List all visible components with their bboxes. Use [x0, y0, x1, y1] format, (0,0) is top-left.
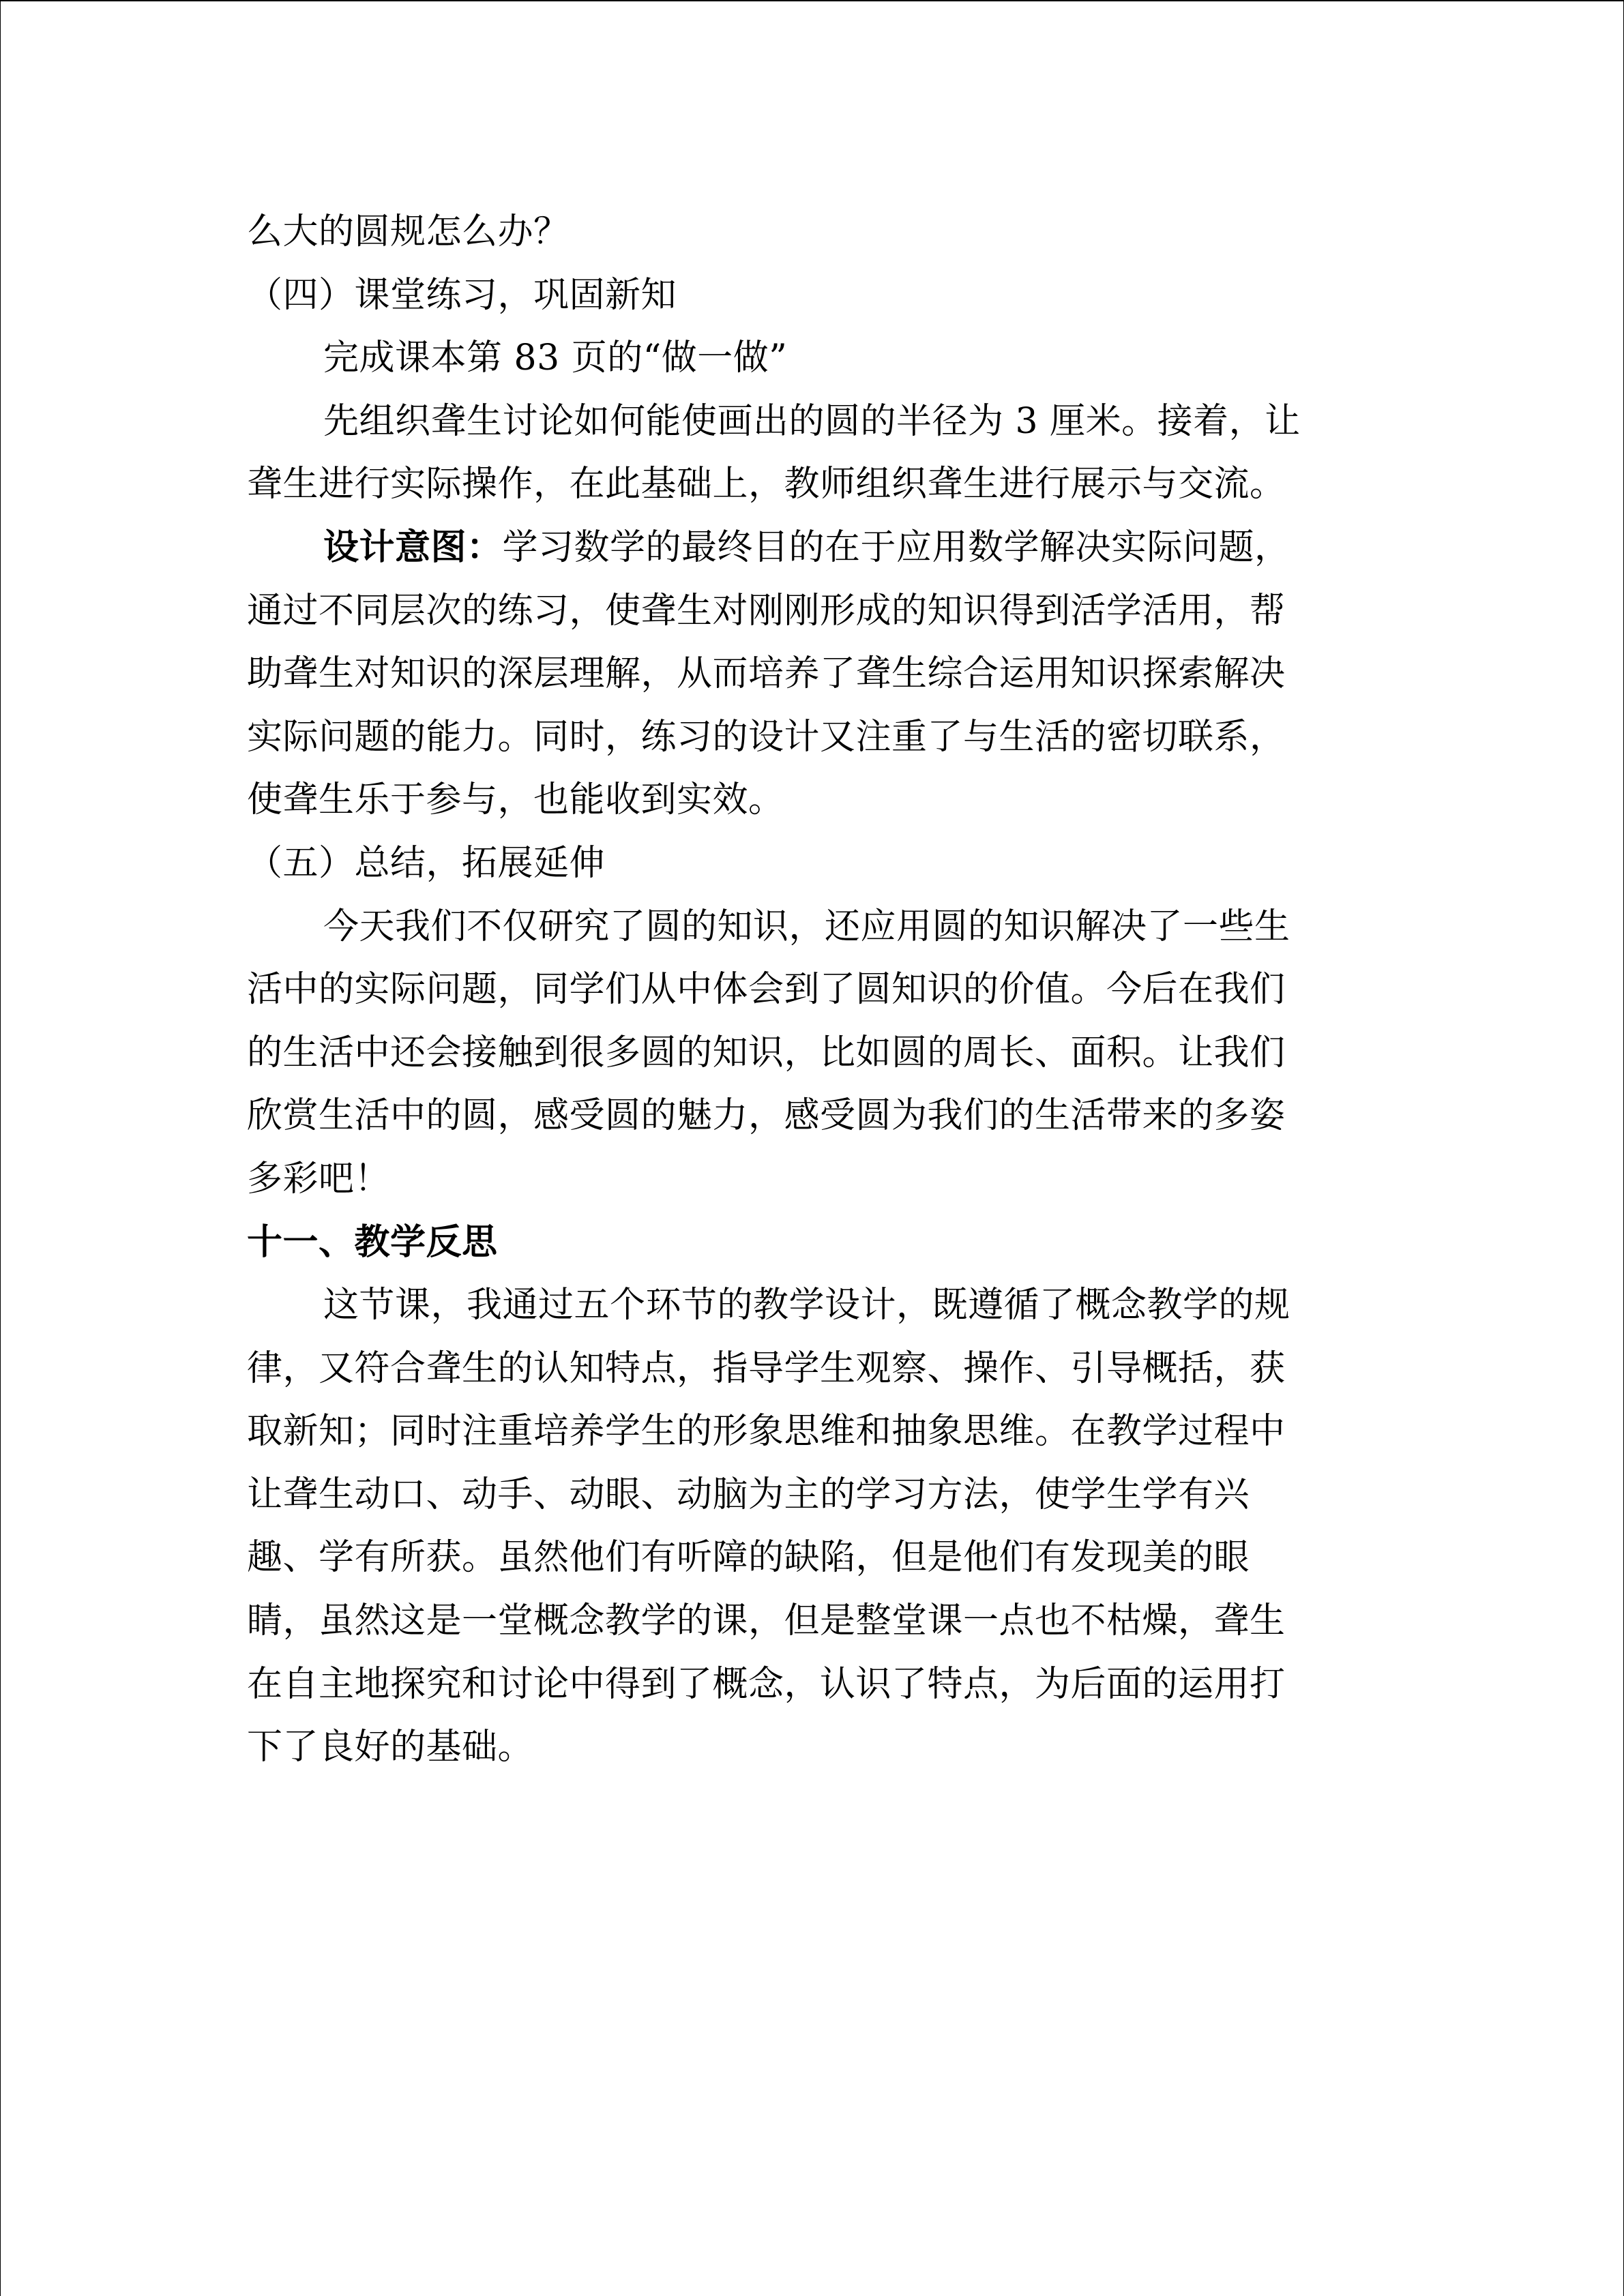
text-line: 这节课，我通过五个环节的教学设计，既遵循了概念教学的规	[323, 1285, 1290, 1326]
text-line: 活中的实际问题，同学们从中体会到了圆知识的价值。今后在我们	[247, 969, 1286, 1011]
section-heading-practice: （四）课堂练习，巩固新知	[247, 274, 677, 316]
text-line: 实际问题的能力。同时，练习的设计又注重了与生活的密切联系，	[247, 716, 1286, 758]
text-line: 欣赏生活中的圆，感受圆的魅力，感受圆为我们的生活带来的多姿	[247, 1095, 1286, 1137]
text-line: 聋生进行实际操作，在此基础上，教师组织聋生进行展示与交流。	[247, 464, 1286, 505]
text-line: 完成课本第 83 页的“做一做”	[323, 338, 788, 379]
document-body	[247, 200, 1359, 1779]
text-line: 多彩吧！	[247, 1158, 391, 1199]
text-line: 助聋生对知识的深层理解，从而培养了聋生综合运用知识探索解决	[247, 653, 1286, 695]
text-line	[247, 516, 1359, 580]
section-heading-summary: （五）总结，拓展延伸	[247, 842, 606, 884]
text-run: 学习数学的最终目的在于应用数学解决实际问题，	[502, 526, 1290, 568]
text-line: 取新知；同时注重培养学生的形象思维和抽象思维。在教学过程中	[247, 1411, 1286, 1452]
design-intent-label: 设计意图：	[323, 526, 503, 568]
text-line: 在自主地探究和讨论中得到了概念，认识了特点，为后面的运用打	[247, 1663, 1286, 1705]
text-line: 趣、学有所获。虽然他们有听障的缺陷，但是他们有发现美的眼	[247, 1537, 1250, 1579]
text-line: 律，又符合聋生的认知特点，指导学生观察、操作、引导概括，获	[247, 1347, 1286, 1389]
text-line: 让聋生动口、动手、动眼、动脑为主的学习方法，使学生学有兴	[247, 1474, 1250, 1515]
text-line: 下了良好的基础。	[247, 1727, 534, 1768]
text-line: 睛，虽然这是一堂概念教学的课，但是整堂课一点也不枯燥，聋生	[247, 1600, 1286, 1642]
text-line: 今天我们不仅研究了圆的知识，还应用圆的知识解决了一些生	[323, 906, 1290, 947]
text-line: 的生活中还会接触到很多圆的知识，比如圆的周长、面积。让我们	[247, 1032, 1286, 1073]
text-line: 么大的圆规怎么办？	[247, 211, 570, 252]
section-heading-reflection: 十一、教学反思	[247, 1221, 498, 1263]
text-line: 先组织聋生讨论如何能使画出的圆的半径为 3 厘米。接着，让	[323, 400, 1301, 442]
text-line: 使聋生乐于参与，也能收到实效。	[247, 779, 784, 821]
text-line: 通过不同层次的练习，使聋生对刚刚形成的知识得到活学活用，帮	[247, 590, 1286, 631]
